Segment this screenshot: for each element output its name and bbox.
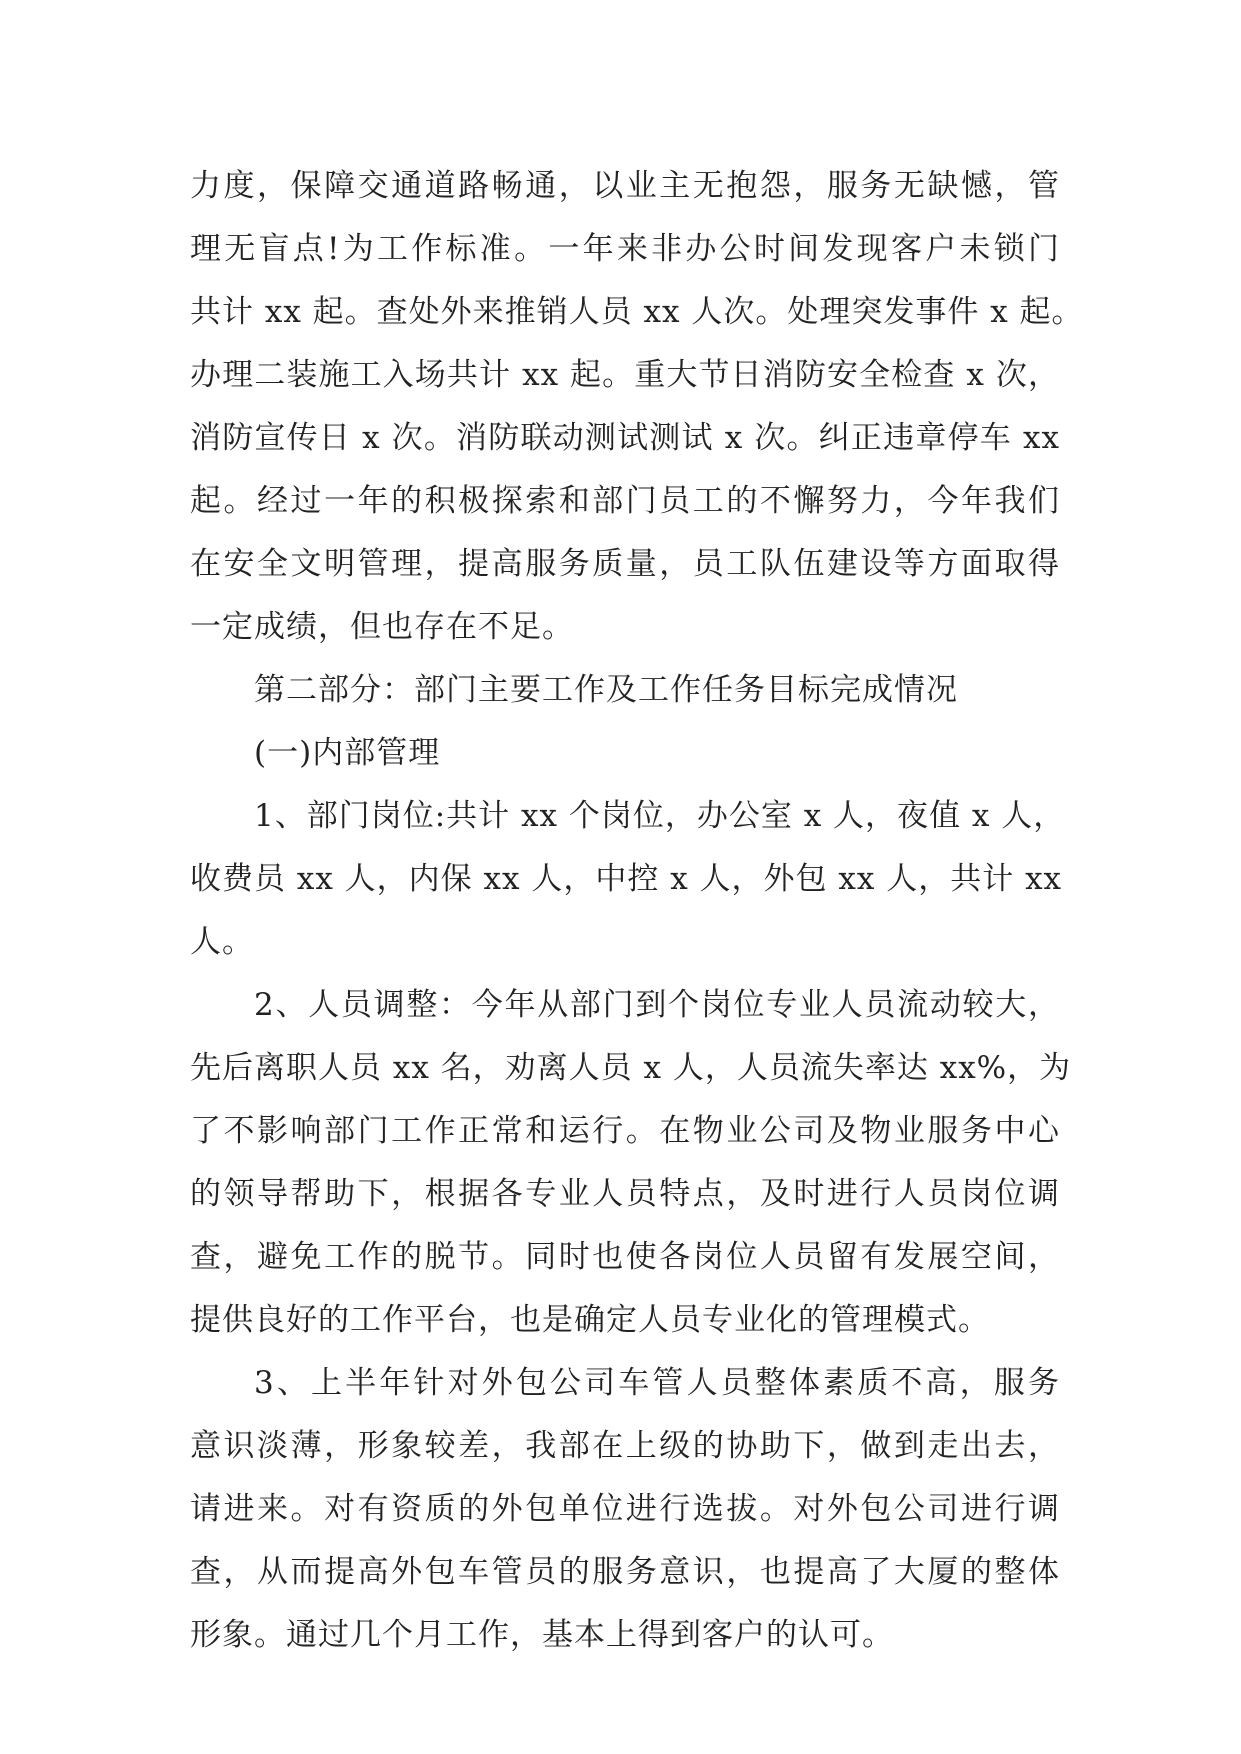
- text-line: 形象。通过几个月工作，基本上得到客户的认可。: [190, 1617, 894, 1653]
- text-line: 在安全文明管理，提高服务质量，员工队伍建设等方面取得: [190, 546, 1060, 582]
- text-line: 理无盲点!为工作标准。一年来非办公时间发现客户未锁门: [190, 231, 1060, 267]
- text-line: 先后离职人员 xx 名，劝离人员 x 人，人员流失率达 xx%，为: [190, 1050, 1072, 1086]
- document-body: [190, 155, 1084, 1667]
- text-line: 一定成绩，但也存在不足。: [190, 609, 574, 645]
- text-line: 查，避免工作的脱节。同时也使各岗位人员留有发展空间，: [190, 1239, 1060, 1275]
- text-line: 的领导帮助下，根据各专业人员特点，及时进行人员岗位调: [190, 1176, 1060, 1212]
- text-line: 3、上半年针对外包公司车管人员整体素质不高，服务: [254, 1365, 1060, 1401]
- text-line: (一)内部管理: [254, 735, 441, 771]
- text-line: 2、人员调整：今年从部门到个岗位专业人员流动较大，: [254, 987, 1060, 1023]
- text-line: 人。: [190, 924, 254, 960]
- text-line: 提供良好的工作平台，也是确定人员专业化的管理模式。: [190, 1302, 990, 1338]
- text-line: 1、部门岗位:共计 xx 个岗位，办公室 x 人，夜值 x 人，: [254, 798, 1066, 834]
- text-line: 办理二装施工入场共计 xx 起。重大节日消防安全检查 x 次，: [190, 357, 1060, 393]
- text-line: 了不影响部门工作正常和运行。在物业公司及物业服务中心: [190, 1113, 1060, 1149]
- text-line: 收费员 xx 人，内保 xx 人，中控 x 人，外包 xx 人，共计 xx: [190, 861, 1063, 897]
- text-line: 起。经过一年的积极探索和部门员工的不懈努力，今年我们: [190, 483, 1060, 519]
- text-line: 力度，保障交通道路畅通，以业主无抱怨，服务无缺憾，管: [190, 168, 1060, 204]
- text-line: 请进来。对有资质的外包单位进行选拔。对外包公司进行调: [190, 1491, 1060, 1527]
- text-line: 第二部分：部门主要工作及工作任务目标完成情况: [254, 672, 958, 708]
- text-line: 查，从而提高外包车管员的服务意识，也提高了大厦的整体: [190, 1554, 1060, 1590]
- text-line: 意识淡薄，形象较差，我部在上级的协助下，做到走出去，: [190, 1428, 1060, 1464]
- text-line: 共计 xx 起。查处外来推销人员 xx 人次。处理突发事件 x 起。: [190, 294, 1084, 330]
- text-line: 消防宣传日 x 次。消防联动测试测试 x 次。纠正违章停车 xx: [190, 420, 1060, 456]
